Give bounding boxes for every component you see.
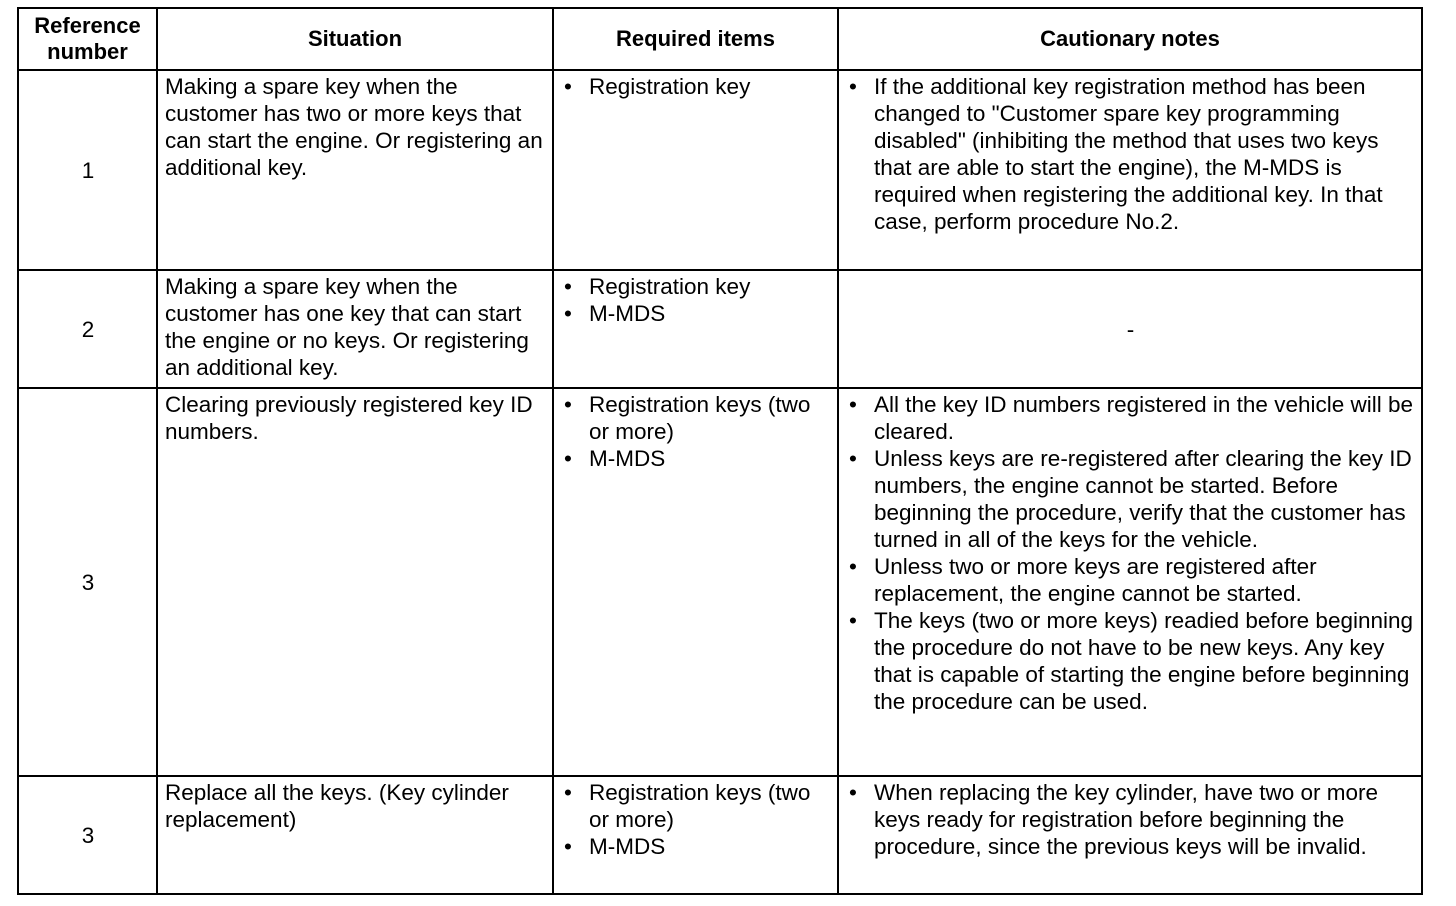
- list-item-text: Registration keys (two or more): [589, 392, 811, 444]
- list-item: [561, 833, 831, 860]
- list-item: [846, 391, 1415, 445]
- row-cautionary-notes: [838, 70, 1422, 270]
- required-items-list: [561, 73, 831, 100]
- list-item-text: When replacing the key cylinder, have two or more keys ready for registration before beginning the procedure, since the previous keys will be invalid.: [874, 780, 1378, 859]
- required-items-list: [561, 391, 831, 472]
- row-reference-number: 3: [18, 776, 157, 894]
- row-cautionary-notes: [838, 776, 1422, 894]
- list-item: [846, 779, 1415, 860]
- list-item: [561, 779, 831, 833]
- header-situation: Situation: [157, 8, 553, 70]
- bullet-icon: •: [564, 392, 572, 417]
- bullet-icon: •: [849, 554, 857, 579]
- row-required-items: [553, 776, 838, 894]
- row-required-items: [553, 70, 838, 270]
- bullet-icon: •: [849, 780, 857, 805]
- cautionary-notes-list: [846, 391, 1415, 715]
- bullet-icon: •: [849, 74, 857, 99]
- list-item: [561, 391, 831, 445]
- row-reference-number: 1: [18, 70, 157, 270]
- list-item-text: M-MDS: [589, 834, 666, 859]
- header-row: [18, 8, 1422, 70]
- list-item-text: Unless two or more keys are registered after replacement, the engine cannot be started.: [874, 554, 1317, 606]
- list-item: [561, 73, 831, 100]
- table-row: [18, 388, 1422, 776]
- bullet-icon: •: [564, 446, 572, 471]
- list-item-text: Unless keys are re-registered after clearing the key ID numbers, the engine cannot be started. Before beginning the procedure, verify that the customer has turned in all of the keys for the vehicle.: [874, 446, 1412, 552]
- row-situation: Making a spare key when the customer has two or more keys that can start the engine. Or registering an additional key.: [157, 70, 553, 270]
- list-item-text: Registration key: [589, 74, 751, 99]
- list-item-text: M-MDS: [589, 301, 666, 326]
- bullet-icon: •: [849, 446, 857, 471]
- list-item: [846, 445, 1415, 553]
- list-item: [561, 273, 831, 300]
- bullet-icon: •: [564, 274, 572, 299]
- table-body: [18, 70, 1422, 894]
- list-item: [846, 73, 1415, 235]
- row-reference-number: 2: [18, 270, 157, 388]
- list-item-text: Registration key: [589, 274, 751, 299]
- row-situation: Making a spare key when the customer has one key that can start the engine or no keys. Or registering an additional key.: [157, 270, 553, 388]
- bullet-icon: •: [564, 74, 572, 99]
- row-situation: Replace all the keys. (Key cylinder replacement): [157, 776, 553, 894]
- row-reference-number: 3: [18, 388, 157, 776]
- list-item-text: All the key ID numbers registered in the vehicle will be cleared.: [874, 392, 1414, 444]
- row-required-items: [553, 388, 838, 776]
- row-cautionary-notes: [838, 388, 1422, 776]
- row-cautionary-notes-empty: -: [838, 270, 1422, 388]
- list-item: [561, 300, 831, 327]
- list-item: [846, 607, 1415, 715]
- header-reference-line1: Reference: [34, 13, 141, 38]
- header-cautionary-notes: Cautionary notes: [838, 8, 1422, 70]
- list-item: [846, 553, 1415, 607]
- list-item: [561, 445, 831, 472]
- row-situation: Clearing previously registered key ID numbers.: [157, 388, 553, 776]
- cautionary-notes-list: [846, 779, 1415, 860]
- cautionary-notes-list: [846, 73, 1415, 235]
- required-items-list: [561, 273, 831, 327]
- table-row: [18, 776, 1422, 894]
- row-required-items: [553, 270, 838, 388]
- list-item-text: Registration keys (two or more): [589, 780, 811, 832]
- bullet-icon: •: [849, 608, 857, 633]
- key-registration-table: [17, 7, 1423, 895]
- required-items-list: [561, 779, 831, 860]
- list-item-text: If the additional key registration method has been changed to "Customer spare key programming disabled" (inhibiting the method that uses two keys that are able to start the engine), the M-MDS is required when registering the additional key. In that case, perform procedure No.2.: [874, 74, 1383, 234]
- header-reference-number: [18, 8, 157, 70]
- table-row: [18, 270, 1422, 388]
- list-item-text: The keys (two or more keys) readied before beginning the procedure do not have to be new keys. Any key that is capable of starting the engine before beginning the procedure can be used.: [874, 608, 1414, 714]
- header-reference-line2: number: [47, 39, 128, 64]
- bullet-icon: •: [564, 301, 572, 326]
- bullet-icon: •: [849, 392, 857, 417]
- header-required-items: Required items: [553, 8, 838, 70]
- table-row: [18, 70, 1422, 270]
- list-item-text: M-MDS: [589, 446, 666, 471]
- bullet-icon: •: [564, 780, 572, 805]
- bullet-icon: •: [564, 834, 572, 859]
